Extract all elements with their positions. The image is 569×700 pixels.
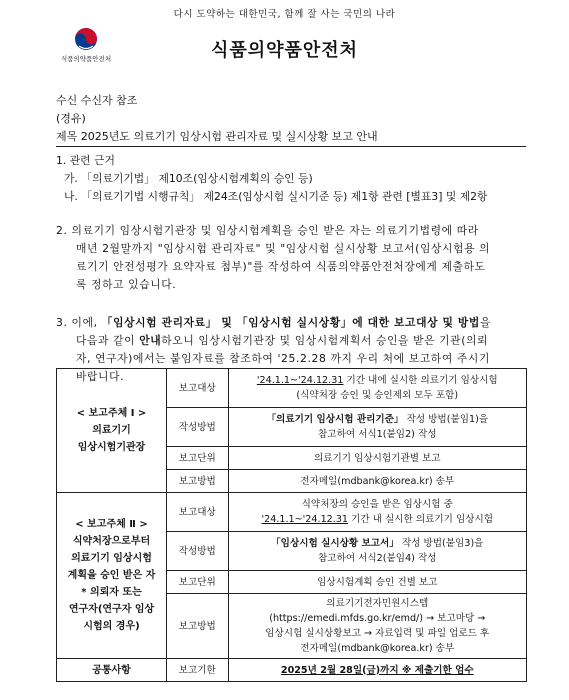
- label-method-write: 작성방법: [167, 408, 229, 447]
- g1-method: 전자메일(mdbank@korea.kr) 송부: [228, 470, 526, 493]
- deadline-value: 2025년 2월 28일(금)까지 ※ 제출기한 엄수: [228, 659, 526, 682]
- report-table: [56, 368, 527, 682]
- basis-item-a: 가. 「의료기기법」 제10조(임상시험계획의 승인 등): [64, 172, 313, 185]
- table-row: [57, 659, 527, 682]
- para2-line1: 2. 의료기기 임상시험기관장 및 임상시험계획을 승인 받은 자는 의료기기법령에 따라: [56, 224, 479, 237]
- basis-item-b: 나. 「의료기기법 시행규칙」 제24조(임상시험 실시기준 등) 제1항 관련 [별표3] 및 제2항: [64, 190, 488, 203]
- para3-bold: 「임상시험 관리자료」 및 「임상시험 실시상황」에 대한 보고대상 및 방법: [101, 316, 480, 329]
- group1-cell: < 보고주체 Ⅰ > 의료기기 임상시험기관장: [57, 369, 167, 493]
- basis-heading: 1. 관련 근거: [56, 154, 115, 167]
- para2-line4: 록 정하고 있습니다.: [76, 278, 177, 291]
- para3-line3: 자, 연구자)에서는 붙임자료를 참조하여 '25.2.28 까지 우리 처에 보고하여 주시기: [76, 352, 490, 365]
- subject: 제목 2025년도 의료기기 임상시험 관리자료 및 실시상황 보고 안내: [56, 130, 378, 143]
- common-label: 공통사항: [57, 659, 167, 682]
- label-unit: 보고단위: [167, 447, 229, 470]
- label-method-report: 보고방법: [167, 470, 229, 493]
- g1-write: 「의료기기 임상시험 관리기준」 작성 방법(붙임1)을 참고하여 서식1(붙임2) 작성: [228, 408, 526, 447]
- recipient: 수신 수신자 참조: [56, 94, 138, 107]
- g2-method: 의료기기전자민원시스템 (https://emedi.mfds.go.kr/emd/) → 보고마당 → 임상시험 실시상황보고 → 자료입력 및 파일 업로드 후 전자메일(mdbank@korea.kr) 송부: [228, 594, 526, 659]
- label-deadline: 보고기한: [167, 659, 229, 682]
- para2-line3: 료기기 안전성평가 요약자료 첨부)"를 작성하여 식품의약품안전처장에게 제출하도: [76, 260, 486, 273]
- g1-target: '24.1.1~'24.12.31 기간 내에 실시한 의료기기 임상시험 (식약처장 승인 및 승인제외 모두 포함): [228, 369, 526, 408]
- slogan: 다시 도약하는 대한민국, 함께 잘 사는 국민의 나라: [173, 9, 396, 20]
- table-row: [57, 493, 527, 532]
- g2-unit: 임상시험계획 승인 건별 보고: [228, 571, 526, 594]
- paragraph-2: [56, 222, 531, 294]
- label-method-write-2: 작성방법: [167, 532, 229, 571]
- g1-unit: 의료기기 임상시험기관별 보고: [228, 447, 526, 470]
- logo-text: 식품의약품안전처: [60, 55, 112, 63]
- g2-write: 「임상시험 실시상황 보고서」 작성 방법(붙임3)을 참고하여 서식2(붙임4) 작성: [228, 532, 526, 571]
- label-unit-2: 보고단위: [167, 571, 229, 594]
- agency-title: 식품의약품안전처: [210, 40, 359, 61]
- para3-line4: 바랍니다.: [76, 370, 125, 383]
- subject-divider: [56, 146, 526, 147]
- table-row: [57, 369, 527, 408]
- g2-target: 식약처장의 승인을 받은 임상시험 중 '24.1.1~'24.12.31 기간 내 실시한 의료기기 임상시험: [228, 493, 526, 532]
- para2-line2: 매년 2월말까지 "임상시험 관리자료" 및 "임상시험 실시상황 보고서(임상시험용 의: [76, 242, 491, 255]
- group2-cell: < 보고주체 Ⅱ > 식약처장으로부터 의료기기 임상시험 계획을 승인 받은 자 * 의뢰자 또는 연구자(연구자 임상 시험의 경우): [57, 493, 167, 659]
- label-method-report-2: 보고방법: [167, 594, 229, 659]
- para3-line2: 다음과 같이 안내하오니 임상시험기관장 및 임상시험계획서 승인을 받은 기관(의뢰: [76, 334, 489, 347]
- label-target-2: 보고대상: [167, 493, 229, 532]
- label-target: 보고대상: [167, 369, 229, 408]
- via: (경유): [56, 112, 86, 125]
- para3-line1: 3. 이에, 「임상시험 관리자료」 및 「임상시험 실시상황」에 대한 보고대상 및 방법을: [56, 316, 491, 329]
